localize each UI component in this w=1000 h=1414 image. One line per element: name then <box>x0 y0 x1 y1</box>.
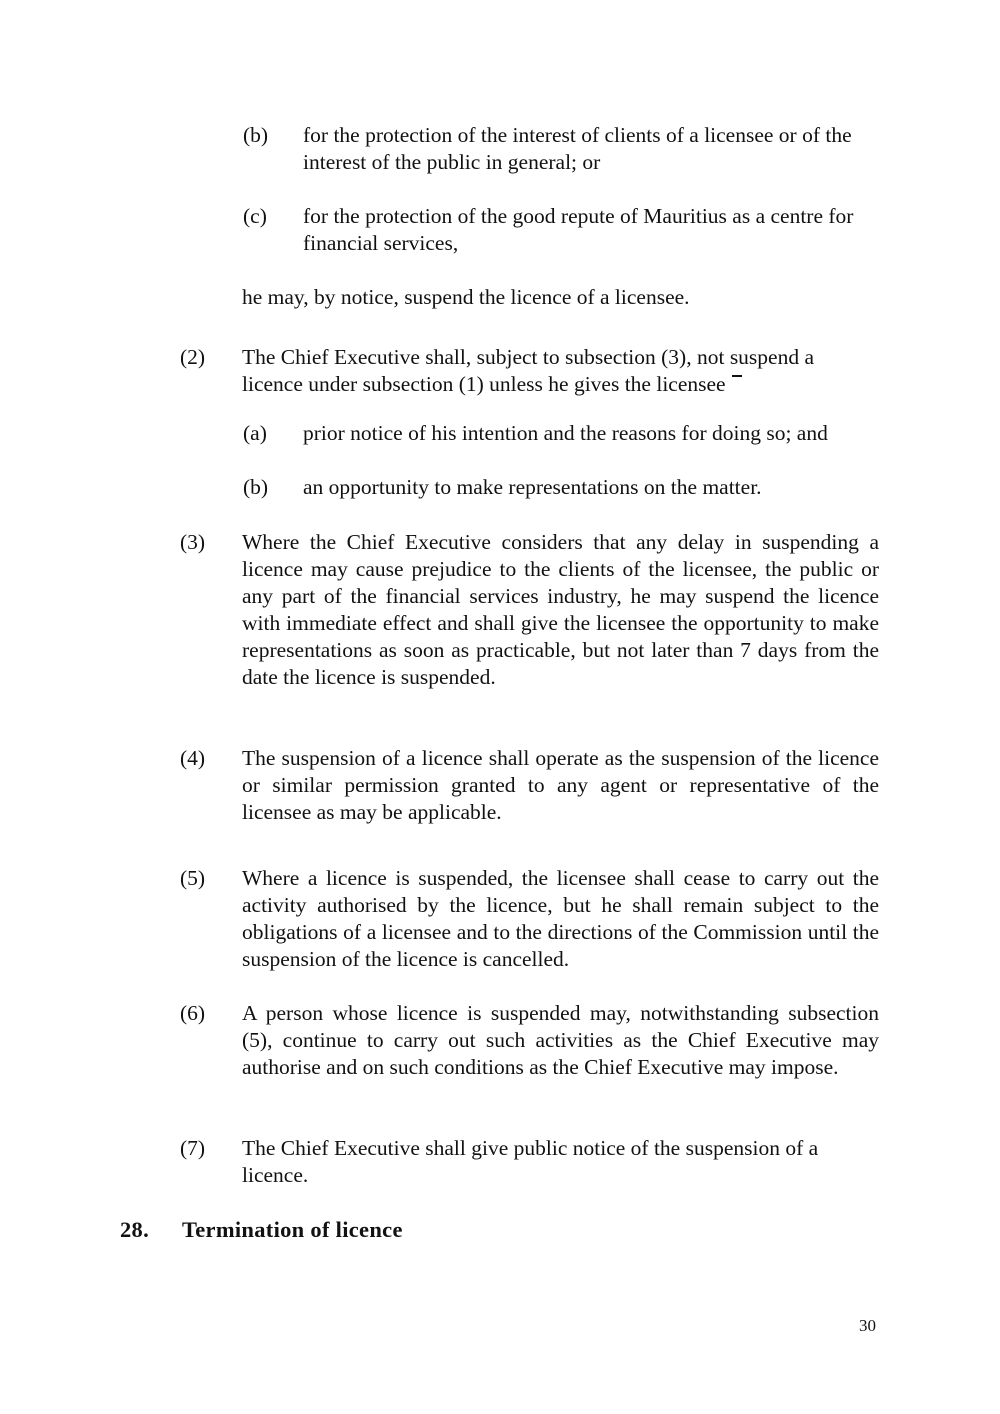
subsection-text-3: Where the Chief Executive considers that any delay in suspending a licence may cause prejudice to the clients of the licensee, the public or any part of the financial services industry, he may suspend the licence with immediate effect and shall give the licensee the opportunity to make representations as soon as practicable, but not later than 7 days from the date the licence is suspended. <box>242 530 879 689</box>
subsection-text-5: Where a licence is suspended, the licensee shall cease to carry out the activity authorised by the licence, but he shall remain subject to the obligations of a licensee and to the directions of the Commission until the suspension of the licence is cancelled. <box>242 866 879 971</box>
page-number: 30 <box>859 1316 876 1335</box>
section-number: 28. <box>120 1217 150 1242</box>
subsection-label-2: (2) <box>180 345 206 369</box>
subsection-2-text-a: prior notice of his intention and the reasons for doing so; and <box>303 421 828 445</box>
clause-label-b: (b) <box>243 123 269 147</box>
subsection-text-6: A person whose licence is suspended may, notwithstanding subsection (5), continue to carry out such activities as the Chief Executive may authorise and on such conditions as the Chief Executive may impose. <box>242 1001 879 1079</box>
clause-text-b: for the protection of the interest of clients of a licensee or of the interest of the public in general; or <box>303 123 852 174</box>
section-title: Termination of licence <box>182 1217 403 1242</box>
subsection-2-label-b: (b) <box>243 475 269 499</box>
dash-mark <box>732 375 742 377</box>
subsection-text-4: The suspension of a licence shall operate as the suspension of the licence or similar permission granted to any agent or representative of the licensee as may be applicable. <box>242 746 879 824</box>
subsection-label-7: (7) <box>180 1136 206 1160</box>
subsection-label-6: (6) <box>180 1001 206 1025</box>
subsection-label-5: (5) <box>180 866 206 890</box>
subsection-text-2: The Chief Executive shall, subject to subsection (3), not suspend a licence under subsection (1) unless he gives the licensee <box>242 345 815 396</box>
clause-text-c: for the protection of the good repute of Mauritius as a centre for financial services, <box>303 204 854 255</box>
subsection-text-7: The Chief Executive shall give public notice of the suspension of a licence. <box>242 1136 819 1187</box>
clause-label-c: (c) <box>243 204 267 228</box>
subsection-label-4: (4) <box>180 746 206 770</box>
clause-tail-text: he may, by notice, suspend the licence of a licensee. <box>242 285 690 309</box>
subsection-label-3: (3) <box>180 530 206 554</box>
subsection-2-text-b: an opportunity to make representations on the matter. <box>303 475 762 499</box>
subsection-2-label-a: (a) <box>243 421 267 445</box>
